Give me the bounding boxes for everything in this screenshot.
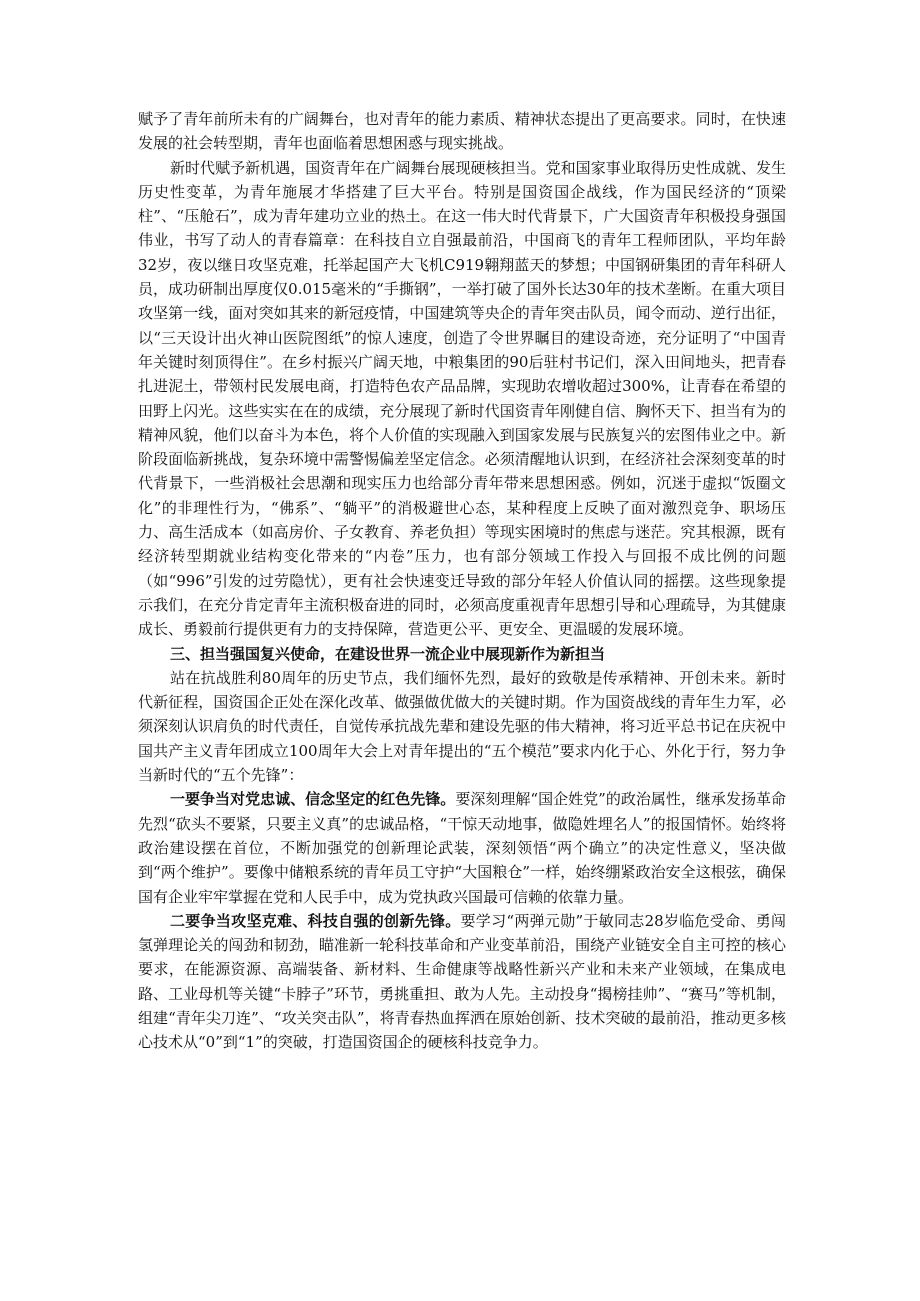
paragraph-lead-red-vanguard: 一要争当对党忠诚、信念坚定的红色先锋。 (170, 790, 456, 809)
paragraph-anniversary: 站在抗战胜利80周年的历史节点，我们缅怀先烈，最好的致敬是传承精神、开创未来。新时代新征程，国资国企正处在深化改革、做强做优做大的关键时期。作为国资战线的青年生力军，必须深刻认识肩负的时代责任，自觉传承抗战先辈和建设先驱的伟大精神，将习近平总书记在庆祝中国共产主义青年团成立100周年大会上对青年提出的“五个模范”要求内化于心、外化于行，努力争当新时代的“五个先锋”： (138, 668, 786, 785)
paragraph-body-red-vanguard: 要深刻理解“国企姓党”的政治属性，继承发扬革命先烈“砍头不要紧，只要主义真”的忠诚品格，“干惊天动地事，做隐姓埋名人”的报国情怀。始终将政治建设摆在首位，不断加强党的创新理论武装，深刻领悟“两个确立”的决定性意义，坚决做到“两个维护”。要像中储粮系统的青年员工守护“大国粮仓”一样，始终绷紧政治安全这根弦，确保国有企业牢牢掌握在党和人民手中，成为党执政兴国最可信赖的依靠力量。 (138, 790, 786, 906)
paragraph-continued: 赋予了青年前所未有的广阔舞台，也对青年的能力素质、精神状态提出了更高要求。同时，在快速发展的社会转型期，青年也面临着思想困惑与现实挑战。 (138, 110, 786, 153)
paragraph-lead-innovation-vanguard: 二要争当攻坚克难、科技自强的创新先锋。 (170, 911, 461, 930)
paragraph-innovation-vanguard (138, 909, 786, 1055)
paragraph-body-innovation-vanguard: 要学习“两弹元勋”于敏同志28岁临危受命、勇闯氢弹理论关的闯劲和韧劲，瞄准新一轮科技革命和产业变革前沿，围绕产业链安全自主可控的核心要求，在能源资源、高端装备、新材料、生命健康等战略性新兴产业和未来产业领域，在集成电路、工业母机等关键“卡脖子”环节，勇挑重担、敢为人先。主动投身“揭榜挂帅”、“赛马”等机制，组建“青年尖刀连”、“攻关突击队”，将青春热血挥洒在原始创新、技术突破的最前沿，推动更多核心技术从“0”到“1”的突破，打造国资国企的硬核科技竞争力。 (138, 911, 786, 1052)
paragraph-red-vanguard (138, 787, 786, 908)
section-heading-three: 三、担当强国复兴使命，在建设世界一流企业中展现新作为新担当 (170, 644, 606, 663)
document-body (138, 107, 786, 1055)
paragraph-new-era: 新时代赋予新机遇，国资青年在广阔舞台展现硬核担当。党和国家事业取得历史性成就、发生历史性变革，为青年施展才华搭建了巨大平台。特别是国资国企战线，作为国民经济的“顶梁柱”、“压舱石”，成为青年建功立业的热土。在这一伟大时代背景下，广大国资青年积极投身强国伟业，书写了动人的青春篇章：在科技自立自强最前沿，中国商飞的青年工程师团队，平均年龄32岁，夜以继日攻坚克难，托举起国产大飞机C919翱翔蓝天的梦想；中国钢研集团的青年科研人员，成功研制出厚度仅0.015毫米的“手撕钢”，一举打破了国外长达30年的技术垄断。在重大项目攻坚第一线，面对突如其来的新冠疫情，中国建筑等央企的青年突击队员，闻令而动、逆行出征，以“三天设计出火神山医院图纸”的惊人速度，创造了令世界瞩目的建设奇迹，充分证明了“中国青年关键时刻顶得住”。在乡村振兴广阔天地，中粮集团的90后驻村书记们，深入田间地头，把青春扎进泥土，带领村民发展电商，打造特色农产品品牌，实现助农增收超过300%，让青春在希望的田野上闪光。这些实实在在的成绩，充分展现了新时代国资青年刚健自信、胸怀天下、担当有为的精神风貌，他们以奋斗为本色，将个人价值的实现融入到国家发展与民族复兴的宏图伟业之中。新阶段面临新挑战，复杂环境中需警惕偏差坚定信念。必须清醒地认识到，在经济社会深刻变革的时代背景下，一些消极社会思潮和现实压力也给部分青年带来思想困惑。例如，沉迷于虚拟“饭圈文化”的非理性行为，“佛系”、“躺平”的消极避世心态，某种程度上反映了面对激烈竞争、职场压力、高生活成本（如高房价、子女教育、养老负担）等现实困境时的焦虑与迷茫。究其根源，既有经济转型期就业结构变化带来的“内卷”压力，也有部分领域工作投入与回报不成比例的问题（如“996”引发的过劳隐忧），更有社会快速变迁导致的部分年轻人价值认同的摇摆。这些现象提示我们，在充分肯定青年主流积极奋进的同时，必须高度重视青年思想引导和心理疏导，为其健康成长、勇毅前行提供更有力的支持保障，营造更公平、更安全、更温暖的发展环境。 (138, 158, 786, 639)
